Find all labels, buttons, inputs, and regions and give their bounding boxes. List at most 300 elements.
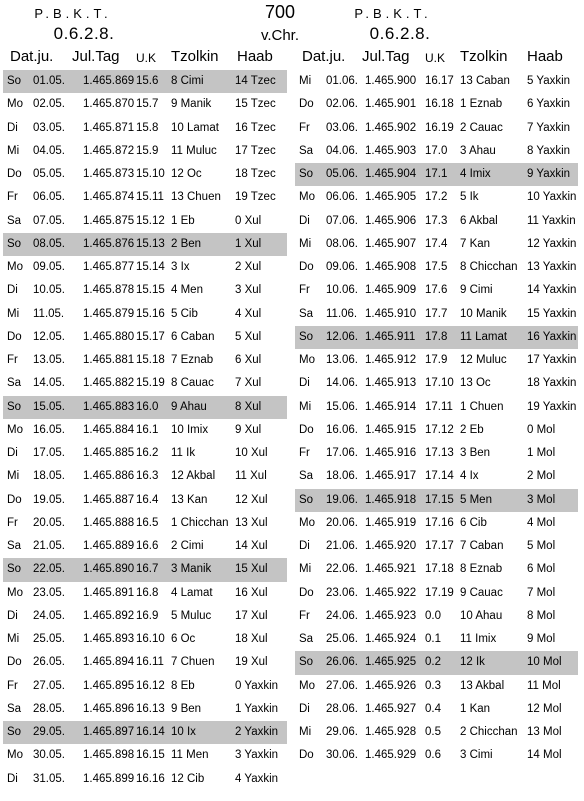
cell-tzolkin: 13 Kan	[171, 493, 208, 506]
cell-haab: 12 Yaxkin	[527, 237, 577, 250]
cell-julian-day: 1.465.916	[365, 447, 417, 459]
cell-date: 05.05.	[33, 168, 65, 180]
cell-julian-day: 1.465.927	[365, 702, 417, 715]
cell-weekday: Mo	[7, 98, 23, 111]
cell-date: 02.05.	[33, 98, 65, 111]
cell-julian-day: 1.465.896	[83, 702, 135, 715]
cell-tzolkin: 4 Ix	[460, 470, 479, 483]
cell-date: 12.05.	[33, 330, 65, 343]
cell-haab: 12 Xul	[235, 493, 268, 506]
cell-tzolkin: 2 Cimi	[171, 540, 204, 552]
cell-date: 11.06.	[326, 307, 358, 320]
cell-date: 19.06.	[326, 493, 358, 506]
cell-weekday: Fr	[7, 516, 18, 529]
table-row	[295, 605, 578, 628]
table-row	[295, 721, 578, 744]
cell-uk: 16.1	[136, 423, 159, 436]
cell-weekday: Fr	[7, 354, 18, 366]
cell-uk: 17.11	[425, 400, 453, 413]
cell-uk: 17.17	[425, 540, 454, 552]
cell-tzolkin: 7 Caban	[460, 540, 504, 552]
cell-tzolkin: 3 Ben	[460, 447, 491, 459]
cell-uk: 15.18	[136, 354, 165, 366]
cell-uk: 17.5	[425, 261, 448, 273]
cell-tzolkin: 2 Cauac	[460, 121, 503, 134]
table-row	[3, 419, 287, 442]
cell-weekday: Mi	[299, 726, 312, 738]
table-row	[3, 210, 287, 233]
cell-julian-day: 1.465.900	[365, 75, 417, 87]
table-row	[295, 651, 578, 674]
table-row	[295, 303, 578, 326]
table-row	[295, 698, 578, 721]
table-row	[295, 163, 578, 186]
cell-julian-day: 1.465.924	[365, 633, 417, 645]
cell-uk: 15.11	[136, 191, 164, 204]
cell-weekday: Fr	[299, 284, 310, 297]
cell-uk: 15.14	[136, 261, 165, 273]
cell-julian-day: 1.465.879	[83, 307, 135, 320]
cell-haab: 0 Yaxkin	[235, 679, 279, 692]
cell-date: 20.05.	[33, 516, 65, 529]
cell-haab: 4 Xul	[235, 307, 262, 320]
cell-date: 24.05.	[33, 609, 65, 622]
cell-julian-day: 1.465.905	[365, 191, 417, 204]
cell-julian-day: 1.465.871	[83, 121, 135, 134]
cell-date: 12.06.	[326, 330, 358, 343]
cell-tzolkin: 12 Cib	[171, 772, 205, 785]
table-row	[3, 744, 287, 767]
cell-weekday: Do	[299, 749, 314, 762]
cell-julian-day: 1.465.885	[83, 447, 135, 459]
cell-tzolkin: 12 Ik	[460, 656, 485, 669]
cell-tzolkin: 5 Ik	[460, 191, 479, 204]
cell-date: 28.06.	[326, 702, 358, 715]
cell-uk: 16.13	[136, 702, 165, 715]
cell-julian-day: 1.465.907	[365, 237, 417, 250]
cell-tzolkin: 5 Cib	[171, 307, 198, 320]
cell-haab: 18 Yaxkin	[527, 377, 577, 390]
cell-haab: 3 Mol	[527, 493, 556, 506]
cell-tzolkin: 8 Chicchan	[460, 261, 518, 273]
cell-tzolkin: 8 Eb	[171, 679, 195, 692]
cell-uk: 15.13	[136, 237, 165, 250]
cell-julian-day: 1.465.889	[83, 540, 135, 552]
cell-date: 25.06.	[326, 633, 358, 645]
cell-haab: 5 Xul	[235, 330, 262, 343]
cell-julian-day: 1.465.891	[83, 586, 135, 599]
cell-julian-day: 1.465.888	[83, 516, 135, 529]
cell-uk: 16.3	[136, 470, 159, 483]
table-row	[3, 721, 287, 744]
table-row	[3, 558, 287, 581]
cell-uk: 16.17	[425, 75, 454, 87]
table-row	[3, 489, 287, 512]
cell-haab: 6 Yaxkin	[527, 98, 571, 111]
cell-weekday: Mo	[299, 354, 315, 366]
cell-date: 03.06.	[326, 121, 358, 134]
cell-uk: 17.7	[425, 307, 448, 320]
cell-julian-day: 1.465.870	[83, 98, 135, 111]
cell-uk: 17.14	[425, 470, 454, 483]
cell-uk: 17.18	[425, 563, 454, 576]
cell-tzolkin: 11 Men	[171, 749, 209, 762]
cell-uk: 17.2	[425, 191, 448, 204]
left-col-tzolkin: Tzolkin	[171, 48, 219, 65]
cell-date: 06.06.	[326, 191, 358, 204]
cell-tzolkin: 11 Lamat	[460, 330, 508, 343]
cell-uk: 16.18	[425, 98, 454, 111]
cell-haab: 14 Yaxkin	[527, 284, 577, 297]
cell-weekday: Sa	[7, 214, 22, 227]
cell-date: 31.05.	[33, 772, 65, 785]
cell-julian-day: 1.465.901	[365, 98, 417, 111]
cell-weekday: Sa	[7, 377, 22, 390]
cell-haab: 0 Mol	[527, 423, 556, 436]
cell-julian-day: 1.465.906	[365, 214, 417, 227]
cell-uk: 15.12	[136, 214, 165, 227]
cell-uk: 16.19	[425, 121, 454, 134]
cell-haab: 6 Mol	[527, 563, 556, 576]
cell-haab: 6 Xul	[235, 354, 262, 366]
cell-julian-day: 1.465.882	[83, 377, 135, 390]
cell-haab: 2 Xul	[235, 261, 262, 273]
cell-weekday: So	[299, 656, 314, 669]
cell-uk: 0.3	[425, 679, 441, 692]
cell-haab: 2 Mol	[527, 470, 556, 483]
cell-julian-day: 1.465.873	[83, 168, 135, 180]
cell-julian-day: 1.465.874	[83, 191, 135, 204]
cell-tzolkin: 4 Lamat	[171, 586, 213, 599]
table-row	[295, 628, 578, 651]
cell-tzolkin: 13 Oc	[460, 377, 491, 390]
cell-haab: 15 Xul	[235, 563, 268, 576]
header-era: v.Chr.	[260, 27, 300, 44]
cell-tzolkin: 4 Imix	[460, 168, 491, 180]
cell-tzolkin: 5 Muluc	[171, 609, 212, 622]
cell-tzolkin: 1 Eb	[171, 214, 195, 227]
cell-weekday: Mi	[299, 237, 312, 250]
cell-julian-day: 1.465.921	[365, 563, 417, 576]
cell-haab: 8 Mol	[527, 609, 556, 622]
cell-weekday: Sa	[7, 702, 22, 715]
cell-weekday: So	[7, 400, 22, 413]
cell-uk: 0.1	[425, 633, 441, 645]
cell-uk: 15.6	[136, 75, 159, 87]
cell-tzolkin: 6 Caban	[171, 330, 215, 343]
cell-julian-day: 1.465.918	[365, 493, 417, 506]
cell-weekday: Do	[299, 586, 314, 599]
cell-julian-day: 1.465.923	[365, 609, 417, 622]
table-row	[295, 442, 578, 465]
table-row	[295, 186, 578, 209]
cell-tzolkin: 1 Eznab	[460, 98, 503, 111]
cell-date: 19.05.	[33, 493, 65, 506]
cell-weekday: Mo	[299, 191, 315, 204]
cell-julian-day: 1.465.887	[83, 493, 135, 506]
cell-date: 14.05.	[33, 377, 65, 390]
cell-julian-day: 1.465.912	[365, 354, 417, 366]
cell-date: 15.06.	[326, 400, 358, 413]
cell-haab: 16 Xul	[235, 586, 268, 599]
cell-uk: 17.8	[425, 330, 448, 343]
cell-weekday: So	[299, 493, 314, 506]
cell-haab: 9 Mol	[527, 633, 556, 645]
cell-uk: 0.5	[425, 726, 441, 738]
cell-tzolkin: 9 Cimi	[460, 284, 493, 297]
cell-uk: 16.2	[136, 447, 159, 459]
left-calendar-table	[3, 70, 287, 791]
cell-tzolkin: 7 Eznab	[171, 354, 214, 366]
cell-julian-day: 1.465.899	[83, 772, 135, 785]
cell-haab: 14 Mol	[527, 749, 562, 762]
cell-julian-day: 1.465.875	[83, 214, 135, 227]
right-col-haab: Haab	[527, 48, 563, 65]
cell-haab: 19 Yaxkin	[527, 400, 577, 413]
table-row	[295, 93, 578, 116]
cell-tzolkin: 6 Cib	[460, 516, 487, 529]
cell-julian-day: 1.465.902	[365, 121, 417, 134]
cell-haab: 9 Yaxkin	[527, 168, 571, 180]
cell-uk: 0.2	[425, 656, 441, 669]
cell-haab: 10 Mol	[527, 656, 562, 669]
cell-uk: 16.6	[136, 540, 159, 552]
cell-date: 04.06.	[326, 144, 358, 157]
cell-julian-day: 1.465.903	[365, 144, 417, 157]
cell-haab: 8 Yaxkin	[527, 144, 571, 157]
cell-uk: 0.4	[425, 702, 441, 715]
cell-julian-day: 1.465.881	[83, 354, 135, 366]
cell-tzolkin: 10 Manik	[460, 307, 507, 320]
cell-uk: 17.12	[425, 423, 454, 436]
cell-uk: 16.11	[136, 656, 164, 669]
cell-date: 29.06.	[326, 726, 358, 738]
table-row	[3, 349, 287, 372]
cell-julian-day: 1.465.919	[365, 516, 417, 529]
cell-weekday: So	[299, 168, 314, 180]
cell-julian-day: 1.465.892	[83, 609, 135, 622]
table-row	[295, 70, 578, 93]
cell-weekday: Mi	[7, 470, 20, 483]
left-header-code: 0.6.2.8.	[53, 24, 115, 43]
cell-uk: 16.5	[136, 516, 159, 529]
cell-julian-day: 1.465.920	[365, 540, 417, 552]
cell-weekday: Fr	[299, 447, 310, 459]
cell-date: 18.06.	[326, 470, 358, 483]
cell-uk: 16.7	[136, 563, 159, 576]
cell-haab: 4 Mol	[527, 516, 556, 529]
cell-weekday: Do	[7, 330, 22, 343]
cell-weekday: Sa	[299, 144, 314, 157]
cell-julian-day: 1.465.876	[83, 237, 135, 250]
cell-weekday: Di	[7, 284, 18, 297]
left-col-date: Dat.ju.	[10, 48, 54, 65]
cell-tzolkin: 9 Ahau	[171, 400, 207, 413]
cell-haab: 18 Xul	[235, 633, 268, 645]
cell-julian-day: 1.465.929	[365, 749, 417, 762]
cell-haab: 10 Yaxkin	[527, 191, 577, 204]
cell-haab: 0 Xul	[235, 214, 262, 227]
cell-tzolkin: 12 Muluc	[460, 354, 507, 366]
cell-uk: 15.7	[136, 98, 159, 111]
cell-julian-day: 1.465.880	[83, 330, 135, 343]
cell-uk: 17.19	[425, 586, 454, 599]
cell-weekday: Mo	[7, 586, 23, 599]
cell-weekday: Di	[299, 377, 310, 390]
cell-uk: 0.6	[425, 749, 441, 762]
cell-haab: 5 Mol	[527, 540, 556, 552]
header-year: 700	[264, 2, 296, 22]
table-row	[295, 117, 578, 140]
right-col-tzolkin: Tzolkin	[460, 48, 508, 65]
cell-weekday: Do	[299, 98, 314, 111]
cell-date: 01.05.	[33, 75, 65, 87]
cell-date: 08.05.	[33, 237, 65, 250]
table-row	[295, 256, 578, 279]
cell-date: 01.06.	[326, 75, 358, 87]
cell-weekday: Do	[299, 261, 314, 273]
cell-date: 07.06.	[326, 214, 358, 227]
cell-date: 22.06.	[326, 563, 358, 576]
right-calendar-table	[295, 70, 578, 768]
cell-uk: 16.9	[136, 609, 159, 622]
cell-weekday: Di	[299, 214, 310, 227]
cell-date: 13.06.	[326, 354, 358, 366]
cell-haab: 18 Tzec	[235, 168, 276, 180]
cell-weekday: So	[7, 726, 22, 738]
cell-julian-day: 1.465.898	[83, 749, 135, 762]
cell-weekday: Di	[299, 702, 310, 715]
cell-tzolkin: 2 Ben	[171, 237, 202, 250]
cell-julian-day: 1.465.917	[365, 470, 417, 483]
cell-tzolkin: 3 Manik	[171, 563, 212, 576]
table-row	[3, 70, 287, 93]
table-row	[3, 396, 287, 419]
cell-uk: 16.16	[136, 772, 165, 785]
table-row	[3, 675, 287, 698]
cell-uk: 17.10	[425, 377, 454, 390]
cell-tzolkin: 11 Muluc	[171, 144, 217, 157]
cell-tzolkin: 3 Ix	[171, 261, 190, 273]
cell-haab: 17 Tzec	[235, 144, 276, 157]
cell-date: 06.05.	[33, 191, 65, 204]
table-row	[295, 582, 578, 605]
cell-uk: 0.0	[425, 609, 441, 622]
cell-julian-day: 1.465.904	[365, 168, 417, 180]
cell-julian-day: 1.465.890	[83, 563, 135, 576]
cell-haab: 9 Xul	[235, 423, 262, 436]
cell-uk: 16.8	[136, 586, 159, 599]
cell-haab: 15 Yaxkin	[527, 307, 577, 320]
cell-date: 27.06.	[326, 679, 358, 692]
right-col-julday: Jul.Tag	[362, 48, 410, 65]
cell-date: 17.06.	[326, 447, 358, 459]
table-row	[3, 605, 287, 628]
cell-uk: 15.15	[136, 284, 165, 297]
cell-haab: 16 Yaxkin	[527, 330, 577, 343]
table-row	[295, 465, 578, 488]
cell-julian-day: 1.465.926	[365, 679, 417, 692]
cell-date: 20.06.	[326, 516, 358, 529]
cell-julian-day: 1.465.883	[83, 400, 135, 413]
cell-tzolkin: 6 Oc	[171, 633, 196, 645]
cell-date: 15.05.	[33, 400, 65, 413]
cell-haab: 15 Tzec	[235, 98, 276, 111]
cell-tzolkin: 2 Chicchan	[460, 726, 518, 738]
cell-date: 09.05.	[33, 261, 65, 273]
cell-weekday: Do	[7, 493, 22, 506]
right-header-label: P.B.K.T.	[354, 6, 432, 21]
cell-julian-day: 1.465.915	[365, 423, 417, 436]
cell-weekday: Do	[7, 168, 22, 180]
cell-julian-day: 1.465.908	[365, 261, 417, 273]
cell-haab: 11 Yaxkin	[527, 214, 576, 227]
left-col-julday: Jul.Tag	[72, 48, 120, 65]
cell-tzolkin: 4 Men	[171, 284, 203, 297]
cell-weekday: Sa	[299, 633, 314, 645]
right-col-uk: U.K	[425, 51, 446, 65]
cell-haab: 1 Xul	[235, 237, 262, 250]
cell-haab: 2 Yaxkin	[235, 726, 279, 738]
cell-weekday: So	[7, 237, 22, 250]
cell-haab: 1 Mol	[527, 447, 556, 459]
table-row	[3, 163, 287, 186]
cell-date: 02.06.	[326, 98, 358, 111]
table-row	[3, 326, 287, 349]
cell-date: 26.05.	[33, 656, 65, 669]
cell-date: 17.05.	[33, 447, 65, 459]
table-row	[3, 140, 287, 163]
cell-date: 29.05.	[33, 726, 65, 738]
cell-uk: 17.0	[425, 144, 448, 157]
cell-tzolkin: 1 Chicchan	[171, 516, 229, 529]
cell-uk: 15.16	[136, 307, 165, 320]
cell-weekday: Fr	[7, 191, 18, 204]
cell-date: 23.05.	[33, 586, 65, 599]
cell-haab: 7 Xul	[235, 377, 262, 390]
cell-weekday: Di	[299, 540, 310, 552]
table-row	[3, 698, 287, 721]
cell-date: 03.05.	[33, 121, 65, 134]
table-row	[295, 372, 578, 395]
cell-weekday: Mi	[299, 400, 312, 413]
cell-date: 27.05.	[33, 679, 65, 692]
cell-date: 30.05.	[33, 749, 65, 762]
cell-tzolkin: 8 Eznab	[460, 563, 503, 576]
cell-date: 21.05.	[33, 540, 65, 552]
cell-tzolkin: 2 Eb	[460, 423, 484, 436]
table-row	[3, 117, 287, 140]
cell-julian-day: 1.465.895	[83, 679, 135, 692]
cell-tzolkin: 6 Akbal	[460, 214, 498, 227]
cell-date: 18.05.	[33, 470, 65, 483]
cell-haab: 4 Yaxkin	[235, 772, 279, 785]
cell-uk: 16.4	[136, 493, 159, 506]
cell-weekday: Sa	[299, 470, 314, 483]
cell-julian-day: 1.465.928	[365, 726, 417, 738]
cell-julian-day: 1.465.913	[365, 377, 417, 390]
cell-julian-day: 1.465.909	[365, 284, 417, 297]
cell-haab: 10 Xul	[235, 447, 268, 459]
cell-tzolkin: 9 Cauac	[460, 586, 503, 599]
cell-tzolkin: 3 Cimi	[460, 749, 493, 762]
cell-tzolkin: 7 Kan	[460, 237, 491, 250]
table-row	[295, 512, 578, 535]
cell-haab: 13 Yaxkin	[527, 261, 577, 273]
cell-weekday: Mi	[299, 563, 312, 576]
table-row	[295, 489, 578, 512]
cell-julian-day: 1.465.893	[83, 633, 135, 645]
